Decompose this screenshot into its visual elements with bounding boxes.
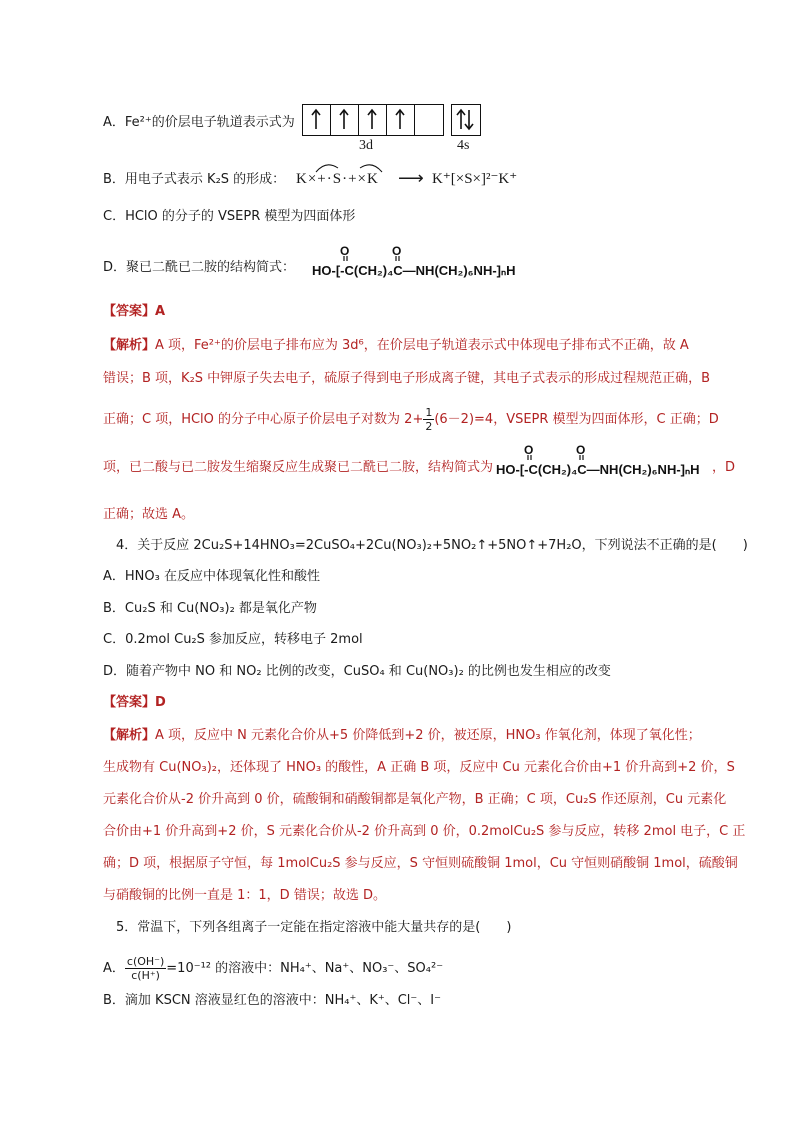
q3-option-b: B．用电子式表示 K₂S 的形成： bbox=[103, 172, 286, 187]
q4-analysis-line-1 bbox=[103, 726, 701, 746]
electron-transfer-arrows-icon bbox=[312, 158, 392, 176]
analysis-text: A 项，反应中 N 元素化合价从+5 价降低到+2 价，被还原，HNO₃ 作氧化剂，体现了氧化性； bbox=[155, 728, 701, 743]
analysis-text: 正确；C 项，HClO 的分子中心原子价层电子对数为 2+ bbox=[103, 412, 424, 427]
q4-option-d: D．随着产物中 NO 和 NO₂ 比例的改变，CuSO₄ 和 Cu(NO₃)₂ 的比例也发生相应的改变 bbox=[103, 664, 611, 679]
orbital-up-arrow-icon bbox=[387, 105, 415, 135]
svg-text:O: O bbox=[392, 244, 402, 258]
q5-option-a bbox=[103, 955, 443, 982]
orbital-3d-box bbox=[302, 104, 444, 136]
orbital-label-4s: 4s bbox=[457, 138, 470, 153]
q3-analysis-line-4b: ，D bbox=[712, 460, 736, 475]
q3-answer: 【答案】A bbox=[103, 304, 166, 319]
fraction bbox=[423, 406, 434, 433]
formation-arrow: ⟶ bbox=[398, 168, 424, 188]
q3-option-c: C．HClO 的分子的 VSEPR 模型为四面体形 bbox=[103, 209, 356, 224]
orbital-up-arrow-icon bbox=[331, 105, 359, 135]
orbital-paired-arrows-icon bbox=[452, 105, 480, 135]
q3-analysis-line-2: 错误；B 项，K₂S 中钾原子失去电子，硫原子得到电子形成离子键，其电子式表示的形成过程规范正确，B bbox=[103, 371, 711, 386]
analysis-label: 【解析】 bbox=[103, 338, 156, 353]
q5-option-b: B．滴加 KSCN 溶液显红色的溶液中：NH₄⁺、K⁺、Cl⁻、I⁻ bbox=[103, 993, 441, 1008]
fraction-denominator: c(H⁺) bbox=[131, 969, 160, 982]
svg-text:O: O bbox=[524, 443, 534, 457]
fraction-numerator: 1 bbox=[425, 406, 433, 419]
q3-option-a: A．Fe²⁺的价层电子轨道表示式为 bbox=[103, 115, 295, 130]
polyamide-structure-formula: HO-[-C(CH₂)₄C—NH(CH₂)₆NH-]ₙH bbox=[312, 263, 516, 278]
q4-analysis-line-4: 合价由+1 价升高到+2 价，S 元素化合价从-2 价升高到 0 价，0.2molCu₂S 参与反应，转移 2mol 电子，C 正 bbox=[103, 824, 746, 839]
q4-analysis-line-2: 生成物有 Cu(NO₃)₂，还体现了 HNO₃ 的酸性，A 正确 B 项，反应中 Cu 元素化合价由+1 价升高到+2 价，S bbox=[103, 760, 735, 775]
carbonyl-marks-icon bbox=[337, 243, 407, 261]
q4-option-b: B．Cu₂S 和 Cu(NO₃)₂ 都是氧化产物 bbox=[103, 601, 317, 616]
q3-analysis-line-4a: 项，已二酸与已二胺发生缩聚反应生成聚已二酰已二胺，结构简式为 bbox=[103, 460, 494, 475]
q4-option-a: A．HNO₃ 在反应中体现氧化性和酸性 bbox=[103, 569, 320, 584]
svg-text:O: O bbox=[340, 244, 350, 258]
q4-option-c: C．0.2mol Cu₂S 参加反应，转移电子 2mol bbox=[103, 632, 363, 647]
orbital-up-arrow-icon bbox=[359, 105, 387, 135]
orbital-up-arrow-icon bbox=[303, 105, 331, 135]
analysis-text: (6－2)=4，VSEPR 模型为四面体形，C 正确；D bbox=[434, 412, 719, 427]
q3-analysis-line-3 bbox=[103, 406, 719, 433]
orbital-label-3d: 3d bbox=[359, 138, 373, 153]
fraction-denominator: 2 bbox=[425, 420, 433, 433]
analysis-label: 【解析】 bbox=[103, 728, 156, 743]
option-prefix: A． bbox=[103, 961, 125, 976]
q4-analysis-line-3: 元素化合价从-2 价升高到 0 价，硫酸铜和硝酸铜都是氧化产物，B 正确；C 项，Cu₂S 作还原剂，Cu 元素化 bbox=[103, 792, 727, 807]
q3-option-d: D．聚已二酰已二胺的结构简式： bbox=[103, 260, 296, 275]
fraction bbox=[125, 955, 166, 982]
q4-analysis-line-5: 确；D 项，根据原子守恒，每 1molCu₂S 参与反应，S 守恒则硫酸铜 1mol，Cu 守恒则硝酸铜 1mol，硫酸铜 bbox=[103, 856, 738, 871]
orbital-empty-cell bbox=[415, 105, 443, 135]
carbonyl-marks-icon bbox=[521, 442, 591, 460]
k2s-formation-left: K×+·S·+×K bbox=[296, 171, 379, 187]
fraction-numerator: c(OH⁻) bbox=[126, 955, 165, 968]
q5-stem: 5．常温下，下列各组离子一定能在指定溶液中能大量共存的是( ) bbox=[116, 920, 512, 935]
option-text: =10⁻¹² 的溶液中：NH₄⁺、Na⁺、NO₃⁻、SO₄²⁻ bbox=[166, 961, 444, 976]
analysis-text: A 项，Fe²⁺的价层电子排布应为 3d⁶，在价层电子轨道表示式中体现电子排布式不正确，故 A bbox=[155, 338, 689, 353]
q3-analysis-line-5: 正确；故选 A。 bbox=[103, 507, 195, 522]
svg-text:O: O bbox=[576, 443, 586, 457]
q4-stem: 4．关于反应 2Cu₂S+14HNO₃=2CuSO₄+2Cu(NO₃)₂+5NO₂↑+5NO↑+7H₂O，下列说法不正确的是( ) bbox=[116, 538, 748, 553]
q4-analysis-line-6: 与硝酸铜的比例一直是 1：1，D 错误；故选 D。 bbox=[103, 888, 386, 903]
q3-analysis-line-1 bbox=[103, 336, 689, 356]
k2s-formation-right: K⁺[×S×]²⁻K⁺ bbox=[432, 171, 518, 187]
q4-answer: 【答案】D bbox=[103, 695, 166, 710]
polyamide-structure-formula-2: HO-[-C(CH₂)₄C—NH(CH₂)₆NH-]ₙH bbox=[496, 462, 700, 477]
orbital-4s-box bbox=[451, 104, 481, 136]
